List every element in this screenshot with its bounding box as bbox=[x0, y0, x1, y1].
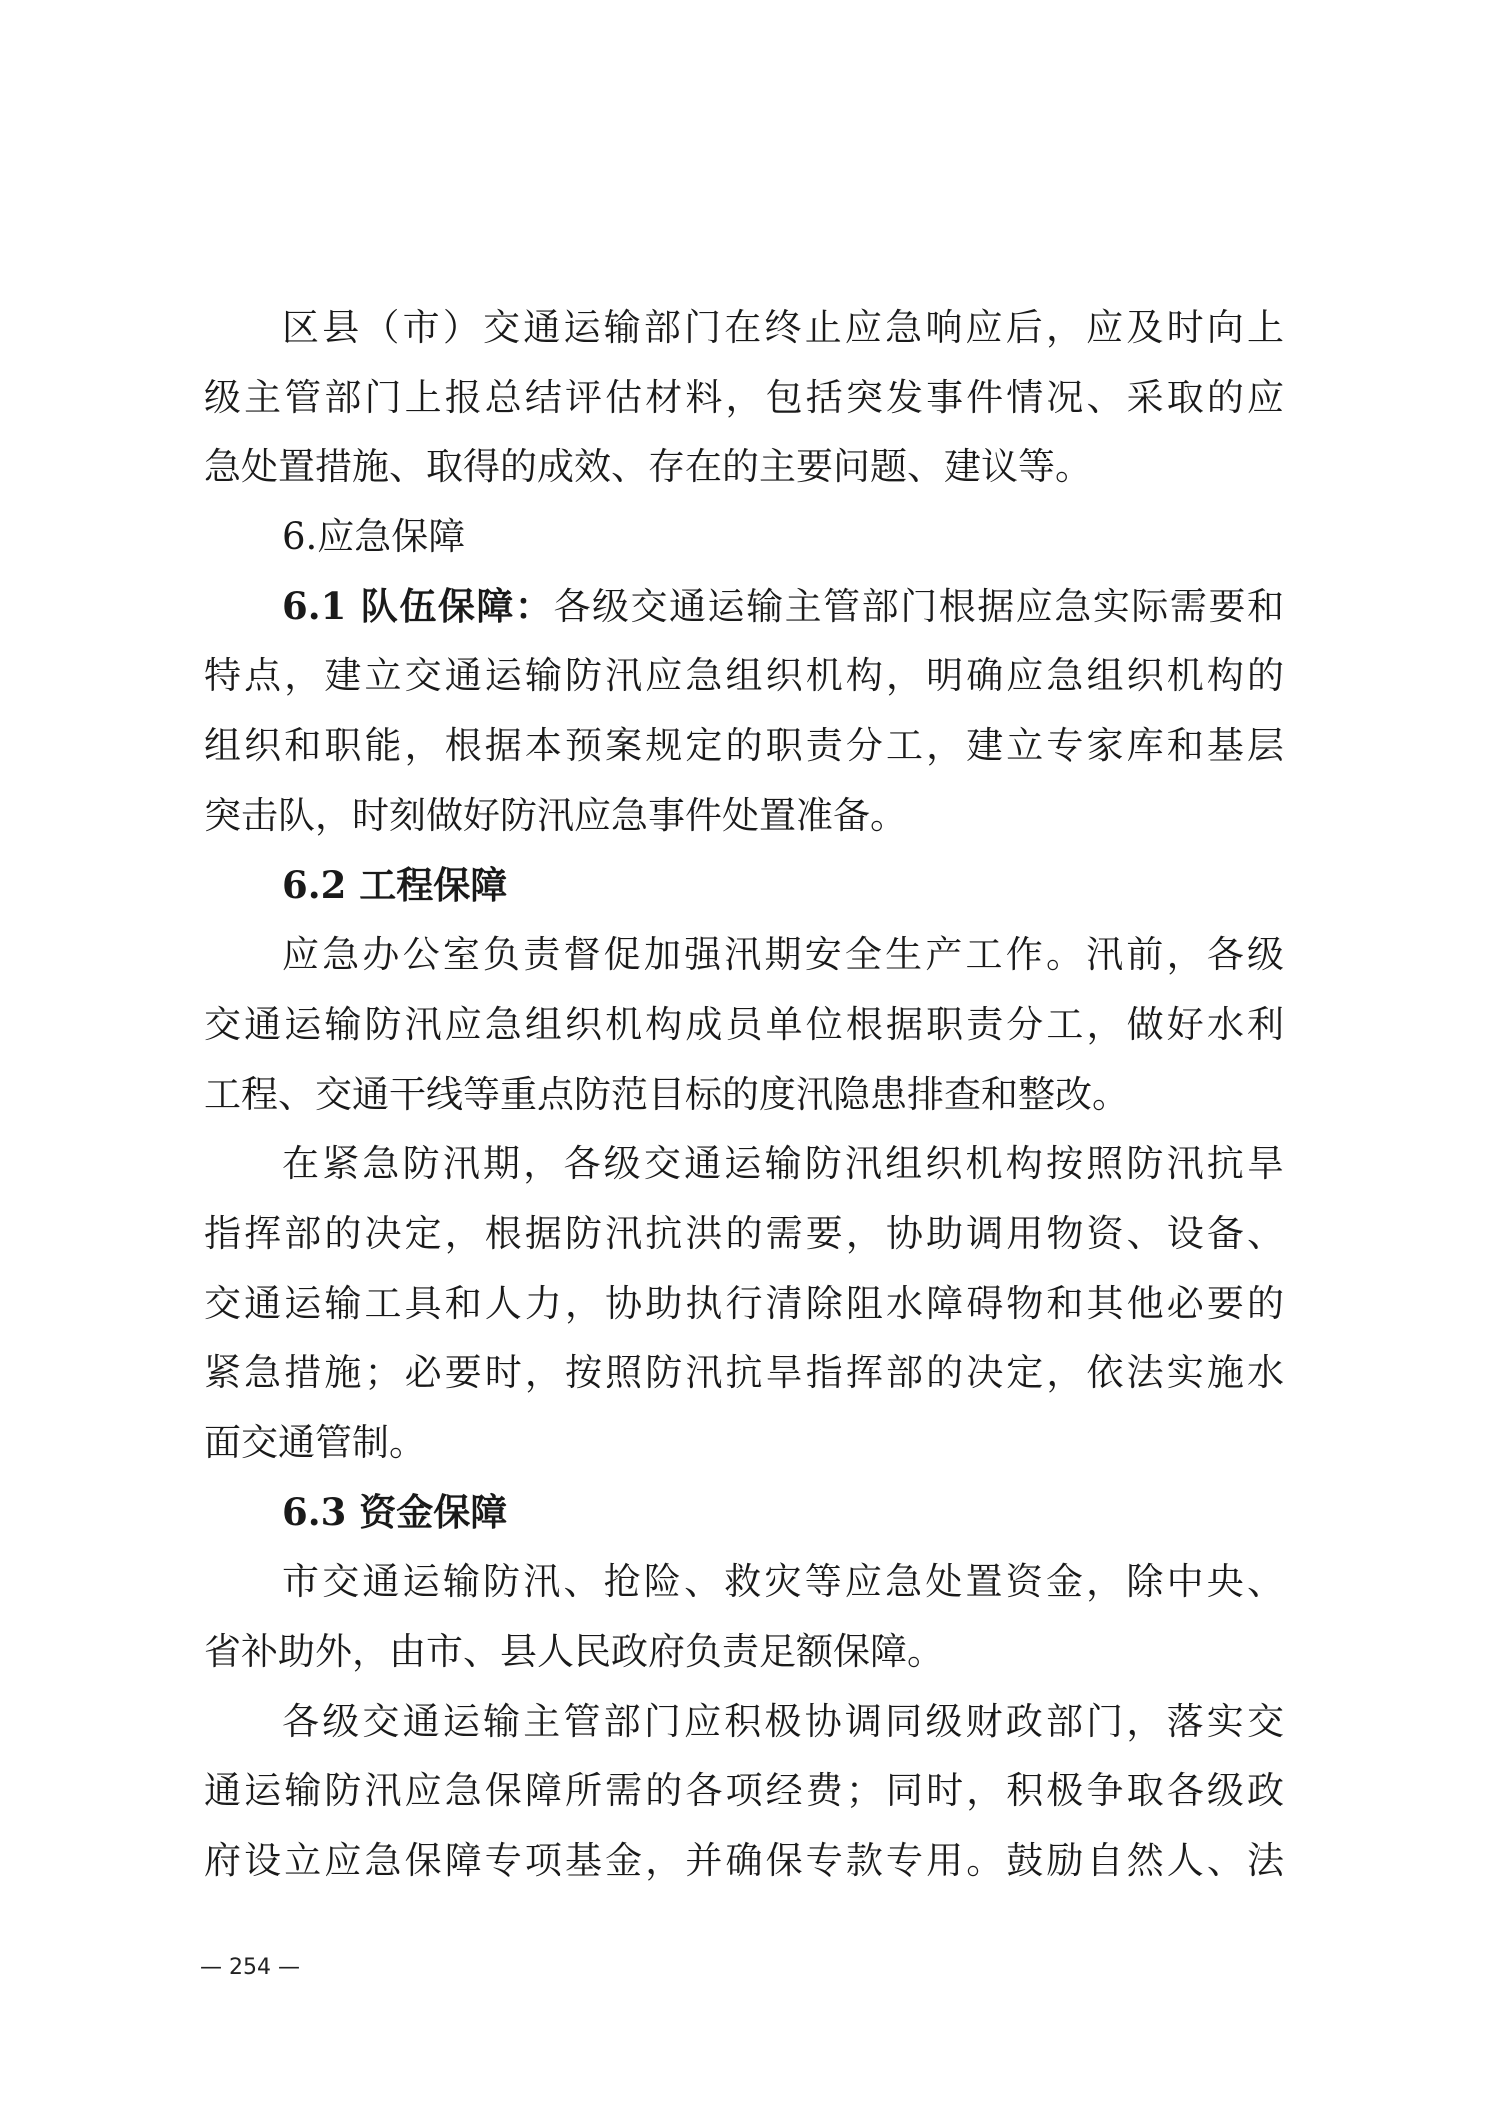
text-line bbox=[204, 1617, 1284, 1687]
line-text: 6.应急保障 bbox=[282, 515, 466, 559]
line-text: 省补助外，由市、县人民政府负责足额保障。 bbox=[204, 1630, 944, 1674]
text-line bbox=[204, 1478, 1284, 1548]
text-line bbox=[204, 1060, 1284, 1130]
text-line bbox=[204, 920, 1284, 990]
line-text: 通运输防汛应急保障所需的各项经费；同时，积极争取各级政 bbox=[204, 1769, 1284, 1813]
text-line bbox=[204, 1408, 1284, 1478]
page-number: — 254 — bbox=[200, 1955, 300, 1980]
line-text: 交通运输防汛应急组织机构成员单位根据职责分工，做好水利 bbox=[204, 1002, 1284, 1046]
line-text: 应急办公室负责督促加强汛期安全生产工作。汛前，各级 bbox=[282, 933, 1284, 977]
document-body bbox=[204, 293, 1284, 1896]
line-text: 紧急措施；必要时，按照防汛抗旱指挥部的决定，依法实施水 bbox=[204, 1351, 1284, 1395]
section-heading: 6.1 队伍保障： bbox=[282, 583, 554, 628]
text-line bbox=[204, 1129, 1284, 1199]
text-line bbox=[204, 1547, 1284, 1617]
text-line bbox=[204, 432, 1284, 502]
section-heading: 6.2 工程保障 bbox=[282, 862, 508, 907]
text-line bbox=[204, 781, 1284, 851]
line-text: 突击队，时刻做好防汛应急事件处置准备。 bbox=[204, 793, 907, 837]
line-text: 特点，建立交通运输防汛应急组织机构，明确应急组织机构的 bbox=[204, 654, 1284, 698]
text-line bbox=[204, 1687, 1284, 1757]
line-text: 交通运输工具和人力，协助执行清除阻水障碍物和其他必要的 bbox=[204, 1281, 1284, 1325]
line-text: 工程、交通干线等重点防范目标的度汛隐患排查和整改。 bbox=[204, 1072, 1129, 1116]
line-text: 级主管部门上报总结评估材料，包括突发事件情况、采取的应 bbox=[204, 375, 1284, 419]
text-line bbox=[204, 1756, 1284, 1826]
text-line bbox=[204, 1269, 1284, 1339]
text-line bbox=[204, 293, 1284, 363]
line-text: 各级交通运输主管部门应积极协调同级财政部门，落实交 bbox=[282, 1699, 1284, 1743]
line-text: 府设立应急保障专项基金，并确保专款专用。鼓励自然人、法 bbox=[204, 1839, 1284, 1883]
text-line bbox=[204, 572, 1284, 642]
line-text: 组织和职能，根据本预案规定的职责分工，建立专家库和基层 bbox=[204, 724, 1284, 768]
text-line bbox=[204, 851, 1284, 921]
line-text: 急处置措施、取得的成效、存在的主要问题、建议等。 bbox=[204, 445, 1092, 489]
text-line bbox=[204, 363, 1284, 433]
section-heading: 6.3 资金保障 bbox=[282, 1489, 508, 1534]
text-line bbox=[204, 641, 1284, 711]
line-text: 指挥部的决定，根据防汛抗洪的需要，协助调用物资、设备、 bbox=[204, 1211, 1284, 1255]
line-text: 在紧急防汛期，各级交通运输防汛组织机构按照防汛抗旱 bbox=[282, 1142, 1284, 1186]
text-line bbox=[204, 502, 1284, 572]
text-line bbox=[204, 1338, 1284, 1408]
line-text: 各级交通运输主管部门根据应急实际需要和 bbox=[553, 584, 1284, 628]
line-text: 区县（市）交通运输部门在终止应急响应后，应及时向上 bbox=[282, 306, 1284, 349]
line-text: 面交通管制。 bbox=[204, 1421, 426, 1464]
text-line bbox=[204, 711, 1284, 781]
text-line bbox=[204, 1826, 1284, 1896]
line-text: 市交通运输防汛、抢险、救灾等应急处置资金，除中央、 bbox=[282, 1560, 1284, 1604]
text-line bbox=[204, 990, 1284, 1060]
text-line bbox=[204, 1199, 1284, 1269]
